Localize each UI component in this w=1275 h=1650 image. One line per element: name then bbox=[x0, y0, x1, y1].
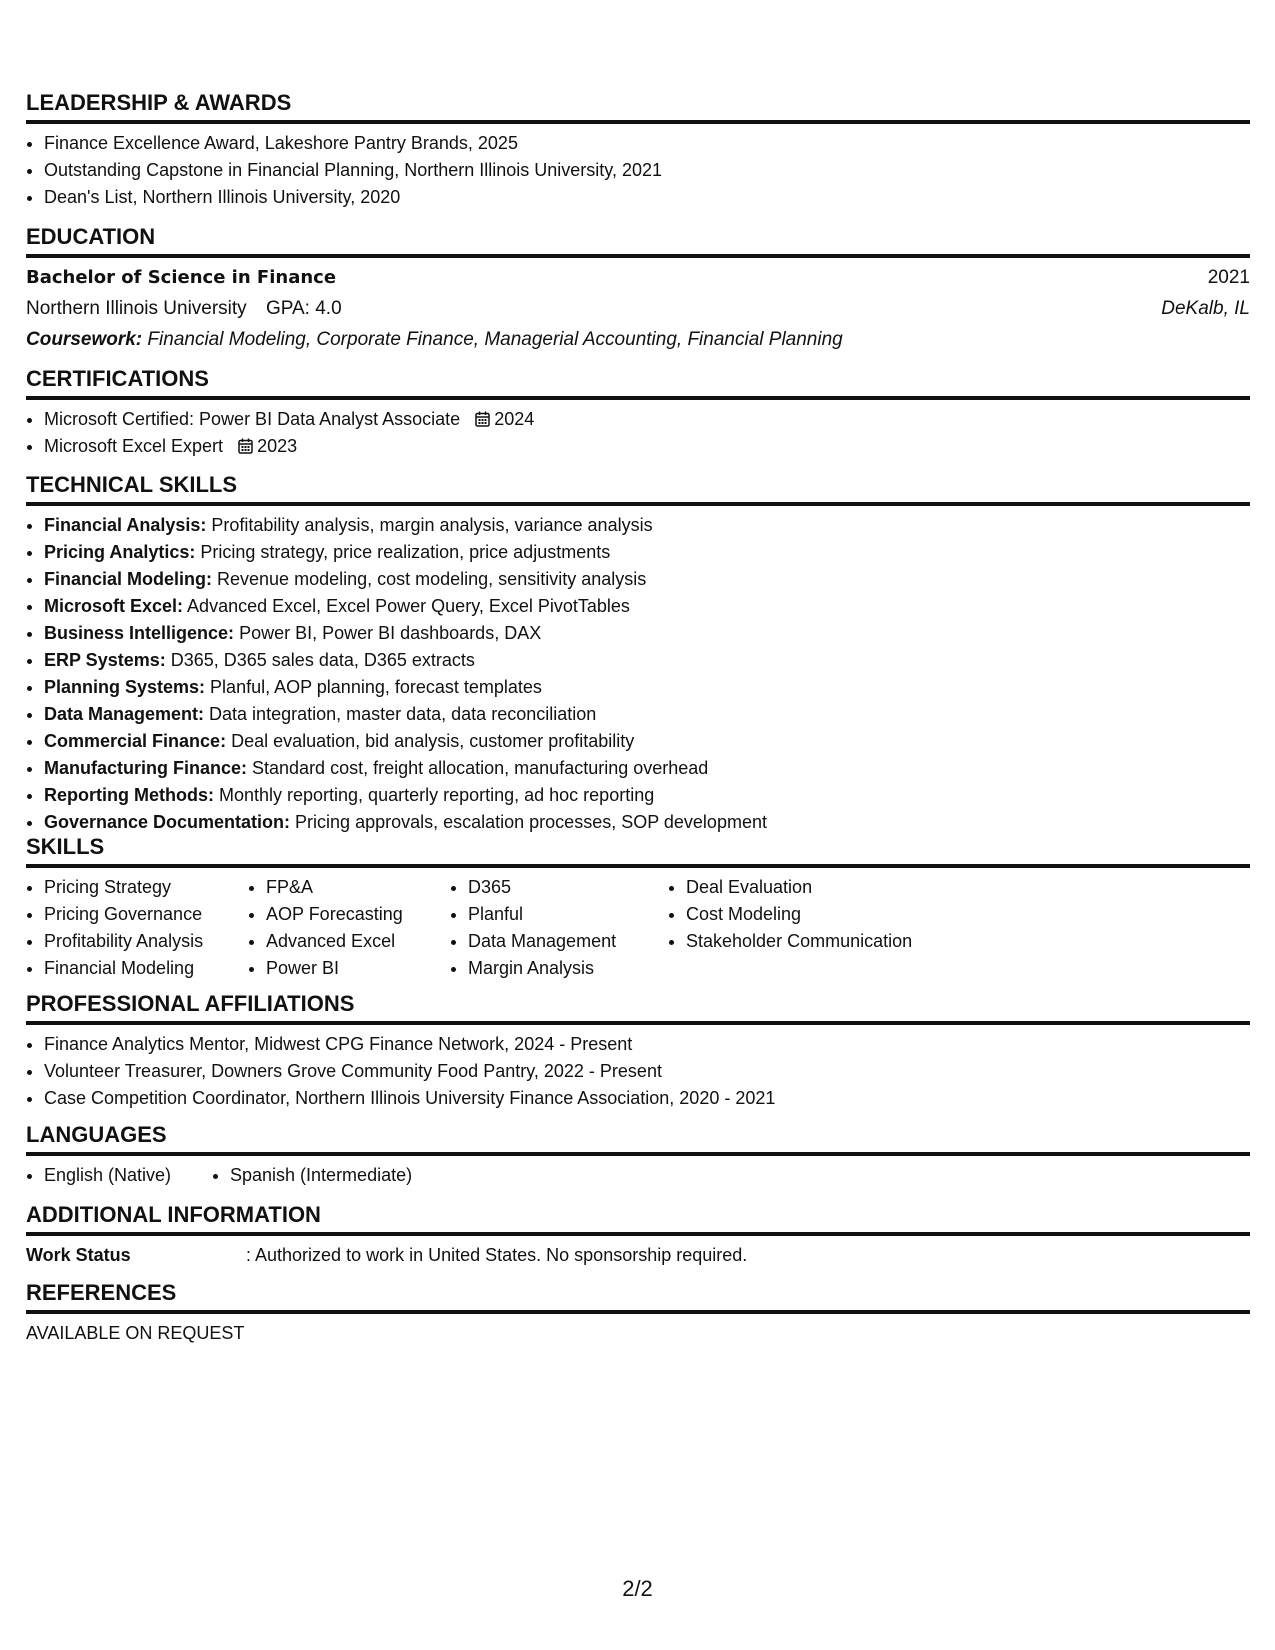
skill-details: Power BI, Power BI dashboards, DAX bbox=[234, 623, 542, 643]
page-number: 2/2 bbox=[622, 1576, 653, 1601]
skill-details: Monthly reporting, quarterly reporting, ad hoc reporting bbox=[213, 785, 655, 805]
leadership-section bbox=[26, 90, 1250, 211]
calendar-icon bbox=[238, 438, 253, 454]
list-item: • Margin Analysis bbox=[468, 955, 650, 982]
skill-category: ERP Systems: bbox=[44, 650, 166, 670]
list-item bbox=[44, 512, 1250, 539]
languages-row bbox=[26, 1162, 1250, 1189]
skill-category: Data Management: bbox=[44, 704, 205, 724]
coursework-row bbox=[26, 324, 1250, 355]
skill-category: Commercial Finance: bbox=[44, 731, 227, 751]
references-text: AVAILABLE ON REQUEST bbox=[26, 1323, 245, 1343]
skill-category: Pricing Analytics: bbox=[44, 542, 196, 562]
list-item: • Stakeholder Communication bbox=[686, 928, 946, 955]
skill-details: Advanced Excel, Excel Power Query, Excel PivotTables bbox=[183, 596, 630, 616]
skill-details: Profitability analysis, margin analysis, variance analysis bbox=[206, 515, 653, 535]
section-title-languages: LANGUAGES bbox=[26, 1122, 1250, 1156]
section-title-technical-skills: TECHNICAL SKILLS bbox=[26, 472, 1250, 506]
skill-category: Business Intelligence: bbox=[44, 623, 235, 643]
skill-category: Planning Systems: bbox=[44, 677, 206, 697]
list-item bbox=[44, 566, 1250, 593]
list-item bbox=[44, 647, 1250, 674]
skill-details: Standard cost, freight allocation, manufacturing overhead bbox=[247, 758, 709, 778]
list-item: • Spanish (Intermediate) bbox=[230, 1162, 412, 1189]
languages-column bbox=[212, 1162, 412, 1189]
list-item bbox=[44, 701, 1250, 728]
skill-details: Planful, AOP planning, forecast templates bbox=[205, 677, 542, 697]
skills-column bbox=[450, 874, 650, 982]
certifications-section bbox=[26, 366, 1250, 460]
section-title-additional-info: ADDITIONAL INFORMATION bbox=[26, 1202, 1250, 1236]
calendar-icon bbox=[475, 411, 490, 427]
references-section bbox=[26, 1280, 1250, 1347]
list-item bbox=[44, 809, 1250, 836]
list-item: • Cost Modeling bbox=[686, 901, 946, 928]
section-title-skills: SKILLS bbox=[26, 834, 1250, 868]
skill-details: Deal evaluation, bid analysis, customer profitability bbox=[226, 731, 635, 751]
list-item: • Planful bbox=[468, 901, 650, 928]
skill-category: Financial Analysis: bbox=[44, 515, 207, 535]
additional-info-section bbox=[26, 1202, 1250, 1269]
list-item: • Financial Modeling bbox=[44, 955, 230, 982]
education-section bbox=[26, 224, 1250, 355]
school-location: DeKalb, IL bbox=[1161, 298, 1250, 319]
coursework-list: Financial Modeling, Corporate Finance, Managerial Accounting, Financial Planning bbox=[142, 329, 843, 350]
list-item: • Deal Evaluation bbox=[686, 874, 946, 901]
skill-category: Microsoft Excel: bbox=[44, 596, 184, 616]
gpa: GPA: 4.0 bbox=[265, 298, 342, 319]
section-title-leadership: LEADERSHIP & AWARDS bbox=[26, 90, 1250, 124]
list-item bbox=[44, 620, 1250, 647]
coursework-label: Coursework: bbox=[26, 329, 143, 350]
skill-details: Pricing strategy, price realization, price adjustments bbox=[195, 542, 611, 562]
school-name: Northern Illinois University bbox=[26, 298, 247, 319]
graduation-year: 2021 bbox=[1207, 267, 1250, 288]
list-item: • Finance Analytics Mentor, Midwest CPG Finance Network, 2024 - Present bbox=[44, 1031, 1250, 1058]
list-item bbox=[44, 433, 1250, 460]
degree-name: Bachelor of Science in Finance bbox=[26, 267, 337, 288]
list-item: • Data Management bbox=[468, 928, 650, 955]
skill-details: Revenue modeling, cost modeling, sensitivity analysis bbox=[212, 569, 647, 589]
skill-category: Financial Modeling: bbox=[44, 569, 213, 589]
skill-details: Data integration, master data, data reconciliation bbox=[204, 704, 597, 724]
list-item bbox=[44, 539, 1250, 566]
list-item: • D365 bbox=[468, 874, 650, 901]
list-item bbox=[44, 782, 1250, 809]
list-item: • Advanced Excel bbox=[266, 928, 432, 955]
certification-name: Microsoft Certified: Power BI Data Analyst Associate bbox=[44, 409, 461, 429]
certification-year: 2024 bbox=[494, 409, 535, 429]
skills-grid bbox=[26, 874, 1250, 982]
work-status-label: Work Status bbox=[26, 1245, 131, 1265]
list-item: • FP&A bbox=[266, 874, 432, 901]
list-item: • Power BI bbox=[266, 955, 432, 982]
list-item: • English (Native) bbox=[44, 1162, 194, 1189]
work-status-value: : Authorized to work in United States. No sponsorship required. bbox=[246, 1245, 748, 1265]
skills-column bbox=[668, 874, 946, 982]
list-item: • Volunteer Treasurer, Downers Grove Community Food Pantry, 2022 - Present bbox=[44, 1058, 1250, 1085]
list-item: • Pricing Strategy bbox=[44, 874, 230, 901]
list-item bbox=[44, 755, 1250, 782]
skills-section bbox=[26, 834, 1250, 982]
list-item: • Case Competition Coordinator, Northern Illinois University Finance Association, 2020 - 2021 bbox=[44, 1085, 1250, 1112]
list-item bbox=[44, 674, 1250, 701]
list-item: • Finance Excellence Award, Lakeshore Pantry Brands, 2025 bbox=[44, 130, 1250, 157]
certification-year: 2023 bbox=[257, 436, 298, 456]
skills-column bbox=[248, 874, 432, 982]
affiliations-list bbox=[26, 1031, 1250, 1112]
languages-section bbox=[26, 1122, 1250, 1189]
education-degree-row bbox=[26, 262, 1250, 293]
list-item bbox=[44, 728, 1250, 755]
list-item bbox=[44, 593, 1250, 620]
list-item: • Profitability Analysis bbox=[44, 928, 230, 955]
certifications-list bbox=[26, 406, 1250, 460]
skill-category: Governance Documentation: bbox=[44, 812, 291, 832]
list-item bbox=[44, 406, 1250, 433]
skill-details: Pricing approvals, escalation processes, SOP development bbox=[290, 812, 767, 832]
list-item: • AOP Forecasting bbox=[266, 901, 432, 928]
section-title-education: EDUCATION bbox=[26, 224, 1250, 258]
section-title-references: REFERENCES bbox=[26, 1280, 1250, 1314]
list-item: • Dean's List, Northern Illinois University, 2020 bbox=[44, 184, 1250, 211]
work-status-row bbox=[26, 1242, 1250, 1269]
list-item: • Pricing Governance bbox=[44, 901, 230, 928]
languages-column bbox=[26, 1162, 194, 1189]
list-item: • Outstanding Capstone in Financial Planning, Northern Illinois University, 2021 bbox=[44, 157, 1250, 184]
section-title-certifications: CERTIFICATIONS bbox=[26, 366, 1250, 400]
technical-skills-list bbox=[26, 512, 1250, 836]
skill-category: Manufacturing Finance: bbox=[44, 758, 248, 778]
certification-name: Microsoft Excel Expert bbox=[44, 436, 224, 456]
skill-category: Reporting Methods: bbox=[44, 785, 214, 805]
leadership-list bbox=[26, 130, 1250, 211]
section-title-affiliations: PROFESSIONAL AFFILIATIONS bbox=[26, 991, 1250, 1025]
affiliations-section bbox=[26, 991, 1250, 1112]
skills-column bbox=[26, 874, 230, 982]
technical-skills-section bbox=[26, 472, 1250, 836]
skill-details: D365, D365 sales data, D365 extracts bbox=[165, 650, 475, 670]
education-school-row bbox=[26, 293, 1250, 324]
